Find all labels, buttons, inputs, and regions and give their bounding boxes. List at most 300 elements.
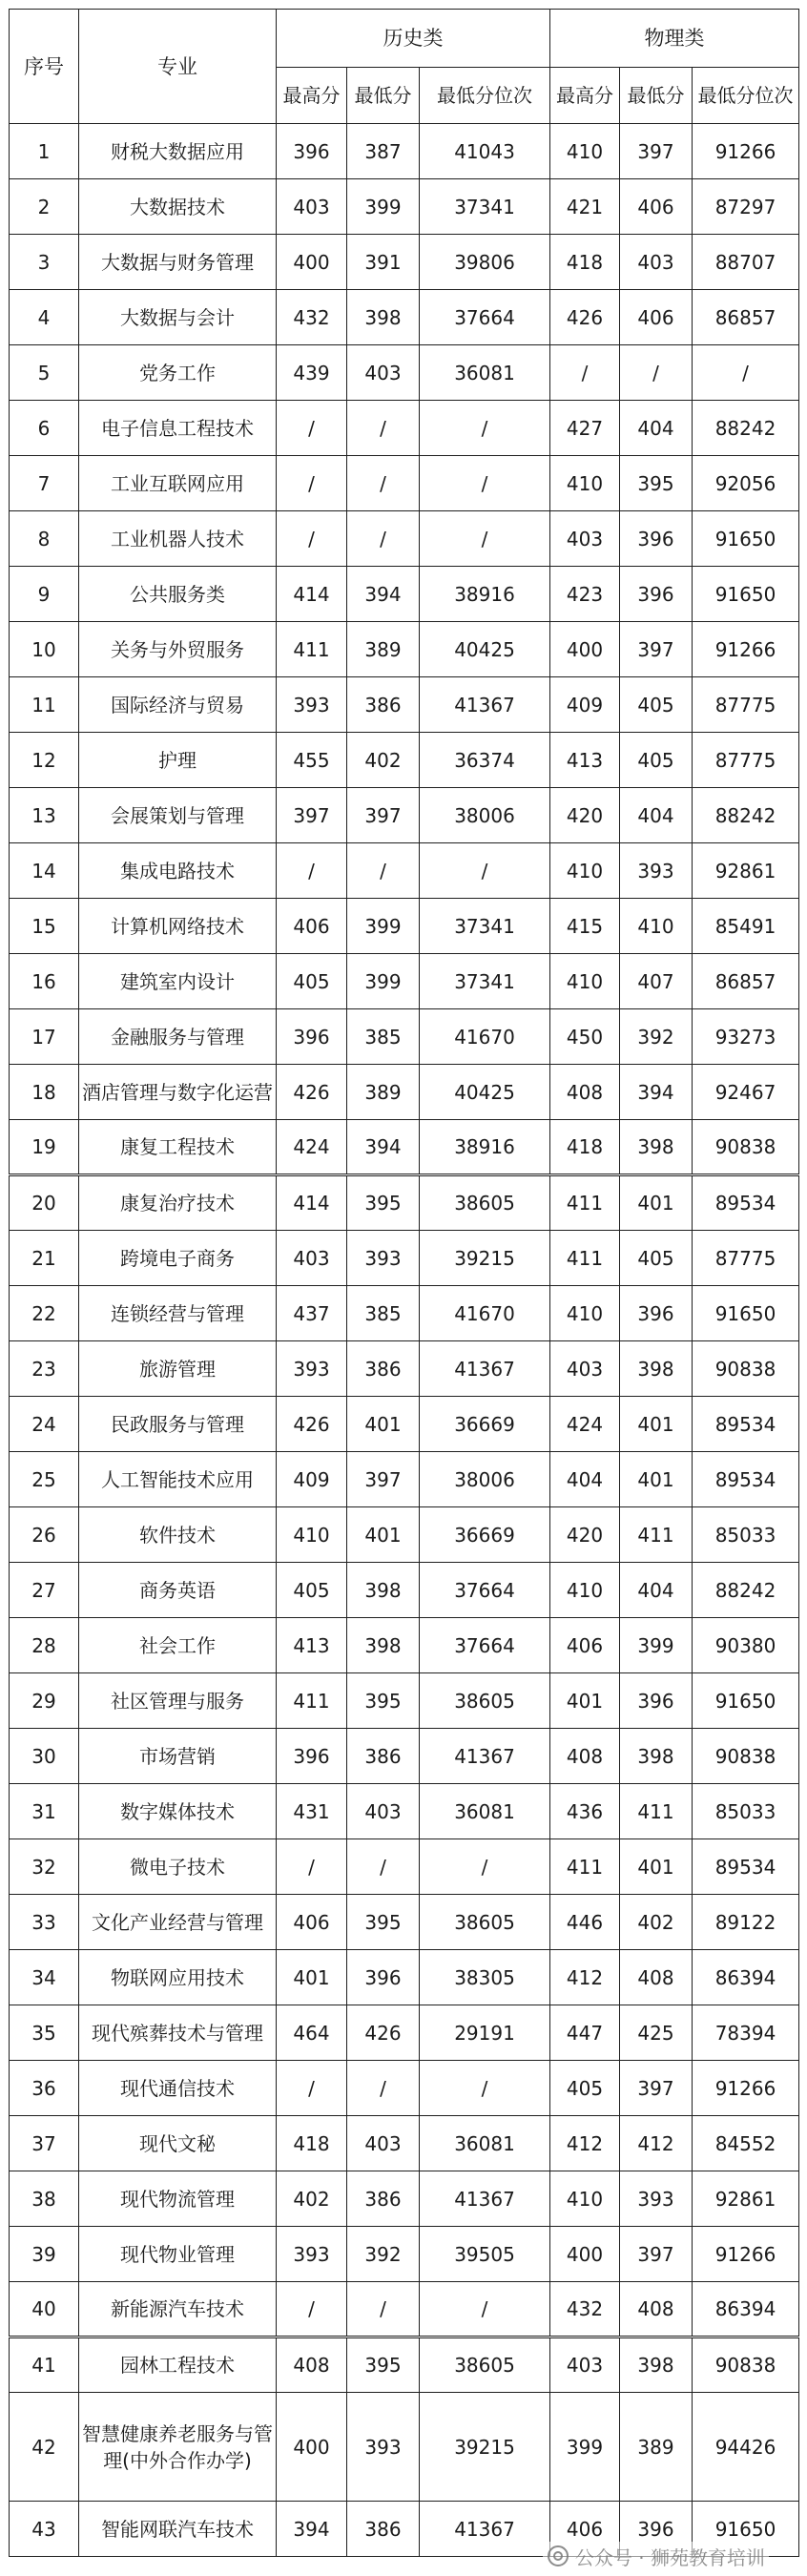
cell-major: 智慧健康养老服务与管理(中外合作办学) [79,2393,277,2502]
cell-seq: 34 [10,1950,79,2005]
cell-seq: 19 [10,1120,79,1175]
cell-seq: 8 [10,511,79,567]
cell-physics-max: 408 [550,1729,620,1784]
cell-history-max: 393 [277,2227,347,2282]
cell-physics-min-rank: 91266 [693,124,799,179]
cell-major: 集成电路技术 [79,843,277,899]
cell-physics-max: 413 [550,733,620,788]
cell-physics-min: 406 [620,290,693,345]
cell-history-max: 411 [277,1673,347,1729]
cell-seq: 13 [10,788,79,843]
cell-physics-min: 408 [620,1950,693,2005]
cell-history-min-rank: 37664 [420,1618,550,1673]
cell-history-min: 398 [347,1563,420,1618]
cell-history-min: 389 [347,1065,420,1120]
cell-seq: 5 [10,345,79,401]
cell-history-min: / [347,511,420,567]
cell-physics-max: 410 [550,1286,620,1341]
cell-history-max: / [277,1839,347,1895]
cell-history-max: 426 [277,1397,347,1452]
cell-physics-min: 396 [620,2502,693,2557]
cell-physics-max: 410 [550,124,620,179]
cell-history-min-rank: 38305 [420,1950,550,2005]
cell-seq: 10 [10,622,79,677]
cell-physics-min: 403 [620,235,693,290]
cell-major: 公共服务类 [79,567,277,622]
cell-seq: 6 [10,401,79,456]
table-row [10,622,799,677]
cell-major: 财税大数据应用 [79,124,277,179]
cell-physics-min-rank: 90838 [693,1341,799,1397]
cell-physics-max: 446 [550,1895,620,1950]
cell-history-max: 410 [277,1507,347,1563]
cell-physics-min: 396 [620,511,693,567]
cell-history-max: 418 [277,2116,347,2171]
cell-major: 社会工作 [79,1618,277,1673]
cell-physics-max: 408 [550,1065,620,1120]
cell-major: 微电子技术 [79,1839,277,1895]
header-seq: 序号 [10,10,79,124]
table-row [10,733,799,788]
cell-physics-max: 403 [550,511,620,567]
cell-physics-max: 400 [550,2227,620,2282]
cell-physics-max: 411 [550,1175,620,1231]
table-row [10,345,799,401]
cell-physics-max: 411 [550,1231,620,1286]
cell-seq: 14 [10,843,79,899]
cell-physics-min: 399 [620,1618,693,1673]
cell-history-min-rank: / [420,401,550,456]
cell-physics-max: 450 [550,1009,620,1065]
cell-seq: 9 [10,567,79,622]
cell-history-min: 397 [347,788,420,843]
cell-history-min: 393 [347,1231,420,1286]
cell-history-max: 464 [277,2005,347,2061]
cell-major: 数字媒体技术 [79,1784,277,1839]
cell-physics-min: 405 [620,733,693,788]
cell-physics-max: 405 [550,2061,620,2116]
cell-physics-min-rank: 92467 [693,1065,799,1120]
cell-physics-min-rank: 91266 [693,2227,799,2282]
cell-seq: 35 [10,2005,79,2061]
cell-physics-max: 412 [550,2116,620,2171]
cell-history-min-rank: / [420,843,550,899]
table-row [10,2393,799,2502]
cell-history-max: / [277,2061,347,2116]
cell-history-min-rank: 38605 [420,1175,550,1231]
cell-major: 工业互联网应用 [79,456,277,511]
cell-history-min: / [347,1839,420,1895]
cell-major: 计算机网络技术 [79,899,277,954]
cell-history-min-rank: 36669 [420,1397,550,1452]
cell-history-max: 394 [277,2502,347,2557]
cell-physics-min: 395 [620,456,693,511]
cell-seq: 39 [10,2227,79,2282]
header-physics-min: 最低分 [620,68,693,124]
table-row [10,1175,799,1231]
cell-major: 文化产业经营与管理 [79,1895,277,1950]
cell-history-min-rank: 41367 [420,1341,550,1397]
cell-history-min: / [347,2282,420,2337]
cell-history-max: / [277,511,347,567]
table-row [10,2227,799,2282]
cell-history-min-rank: 38605 [420,2337,550,2393]
cell-history-min-rank: 41367 [420,2502,550,2557]
cell-seq: 2 [10,179,79,235]
cell-physics-max: 403 [550,2337,620,2393]
cell-history-max: 400 [277,2393,347,2502]
cell-seq: 18 [10,1065,79,1120]
cell-physics-min-rank: 91650 [693,1286,799,1341]
header-history-min-rank: 最低分位次 [420,68,550,124]
cell-physics-max: 432 [550,2282,620,2337]
table-row [10,2005,799,2061]
cell-physics-max: 410 [550,2171,620,2227]
cell-history-min-rank: 37664 [420,290,550,345]
cell-history-min: / [347,2061,420,2116]
cell-history-max: 431 [277,1784,347,1839]
cell-history-min: 395 [347,1175,420,1231]
cell-history-min: 386 [347,1729,420,1784]
header-physics-max: 最高分 [550,68,620,124]
cell-history-max: 411 [277,622,347,677]
table-row [10,1673,799,1729]
cell-history-min: 386 [347,2502,420,2557]
cell-history-min-rank: 36374 [420,733,550,788]
table-row [10,1618,799,1673]
cell-physics-min: 404 [620,1563,693,1618]
cell-physics-min: 406 [620,179,693,235]
cell-history-min: 403 [347,1784,420,1839]
header-history-max: 最高分 [277,68,347,124]
cell-history-max: 400 [277,235,347,290]
cell-seq: 22 [10,1286,79,1341]
watermark [543,2542,769,2570]
header-history: 历史类 [277,10,550,68]
cell-history-max: 393 [277,677,347,733]
cell-history-min: 399 [347,179,420,235]
table-row [10,677,799,733]
cell-physics-max: 420 [550,788,620,843]
cell-seq: 41 [10,2337,79,2393]
cell-history-min-rank: 38916 [420,567,550,622]
cell-physics-min-rank: 92056 [693,456,799,511]
cell-physics-min: 425 [620,2005,693,2061]
cell-physics-min-rank: 88707 [693,235,799,290]
cell-physics-max: 415 [550,899,620,954]
table-row [10,1009,799,1065]
cell-physics-min: 412 [620,2116,693,2171]
cell-history-max: 414 [277,567,347,622]
cell-history-min-rank: / [420,1839,550,1895]
cell-physics-min: 393 [620,843,693,899]
cell-physics-min-rank: 85033 [693,1507,799,1563]
cell-seq: 24 [10,1397,79,1452]
cell-history-min: 403 [347,2116,420,2171]
cell-physics-min-rank: 91650 [693,567,799,622]
cell-seq: 15 [10,899,79,954]
cell-physics-max: 410 [550,456,620,511]
cell-physics-min-rank: 91650 [693,511,799,567]
cell-physics-max: 412 [550,1950,620,2005]
table-row [10,1341,799,1397]
cell-history-min: 402 [347,733,420,788]
cell-history-min: 394 [347,567,420,622]
cell-physics-max: 399 [550,2393,620,2502]
cell-physics-min-rank: 87775 [693,677,799,733]
cell-major: 电子信息工程技术 [79,401,277,456]
cell-physics-min-rank: / [693,345,799,401]
cell-physics-min-rank: 90838 [693,1120,799,1175]
cell-history-min: 385 [347,1286,420,1341]
table-body [10,124,799,2557]
cell-major: 金融服务与管理 [79,1009,277,1065]
cell-history-min-rank: 36669 [420,1507,550,1563]
table-row [10,1397,799,1452]
cell-physics-min-rank: 86857 [693,290,799,345]
cell-seq: 38 [10,2171,79,2227]
cell-seq: 30 [10,1729,79,1784]
cell-physics-min-rank: 94426 [693,2393,799,2502]
cell-history-min-rank: 38006 [420,1452,550,1507]
cell-major: 市场营销 [79,1729,277,1784]
cell-major: 连锁经营与管理 [79,1286,277,1341]
cell-physics-min: 410 [620,899,693,954]
cell-major: 现代通信技术 [79,2061,277,2116]
cell-history-min-rank: 38916 [420,1120,550,1175]
cell-physics-min: 411 [620,1784,693,1839]
cell-major: 大数据与财务管理 [79,235,277,290]
cell-history-min-rank: / [420,2282,550,2337]
cell-history-max: / [277,843,347,899]
table-row [10,1231,799,1286]
table-row [10,954,799,1009]
cell-major: 现代殡葬技术与管理 [79,2005,277,2061]
cell-physics-min-rank: 91266 [693,622,799,677]
cell-physics-min-rank: 89534 [693,1397,799,1452]
cell-history-max: / [277,2282,347,2337]
header-physics: 物理类 [550,10,799,68]
cell-major: 跨境电子商务 [79,1231,277,1286]
cell-physics-max: 423 [550,567,620,622]
cell-history-min-rank: 41367 [420,2171,550,2227]
table-row [10,1839,799,1895]
cell-physics-min-rank: 89534 [693,1839,799,1895]
cell-physics-min: 398 [620,1729,693,1784]
table-row [10,1729,799,1784]
cell-major: 园林工程技术 [79,2337,277,2393]
cell-physics-min-rank: 91650 [693,1673,799,1729]
cell-seq: 17 [10,1009,79,1065]
cell-history-min: 386 [347,1341,420,1397]
cell-history-min-rank: 37664 [420,1563,550,1618]
cell-physics-min-rank: 88242 [693,788,799,843]
header-row-groups [10,10,799,68]
cell-history-min: 403 [347,345,420,401]
table-row [10,1784,799,1839]
cell-physics-min: 397 [620,2061,693,2116]
cell-history-min: 398 [347,290,420,345]
cell-seq: 23 [10,1341,79,1397]
cell-history-min-rank: 41367 [420,677,550,733]
cell-history-min-rank: 39505 [420,2227,550,2282]
cell-seq: 12 [10,733,79,788]
cell-physics-min-rank: 87775 [693,733,799,788]
cell-seq: 33 [10,1895,79,1950]
cell-history-min: 393 [347,2393,420,2502]
cell-physics-min: 407 [620,954,693,1009]
cell-physics-max: 410 [550,843,620,899]
cell-physics-max: 436 [550,1784,620,1839]
cell-history-min: 399 [347,954,420,1009]
cell-history-max: 397 [277,788,347,843]
cell-physics-min: 397 [620,622,693,677]
cell-seq: 32 [10,1839,79,1895]
cell-physics-min: 396 [620,1673,693,1729]
cell-physics-max: 406 [550,1618,620,1673]
cell-seq: 3 [10,235,79,290]
cell-physics-max: 447 [550,2005,620,2061]
cell-physics-min-rank: 92861 [693,843,799,899]
cell-major: 护理 [79,733,277,788]
table-row [10,2282,799,2337]
table-row [10,1452,799,1507]
cell-history-min-rank: 38605 [420,1673,550,1729]
wechat-official-account-icon [547,2545,569,2567]
cell-physics-max: 401 [550,1673,620,1729]
table-row [10,2337,799,2393]
cell-physics-min: 402 [620,1895,693,1950]
cell-physics-min: 394 [620,1065,693,1120]
cell-seq: 16 [10,954,79,1009]
cell-physics-min: 401 [620,1452,693,1507]
cell-history-min: 395 [347,2337,420,2393]
cell-history-max: 424 [277,1120,347,1175]
cell-history-min-rank: 38006 [420,788,550,843]
cell-history-min-rank: 37341 [420,954,550,1009]
cell-history-max: 403 [277,1231,347,1286]
cell-seq: 42 [10,2393,79,2502]
cell-seq: 1 [10,124,79,179]
cell-history-max: 408 [277,2337,347,2393]
header-history-min: 最低分 [347,68,420,124]
cell-history-min-rank: 37341 [420,899,550,954]
table-row [10,124,799,179]
cell-physics-max: 421 [550,179,620,235]
cell-seq: 21 [10,1231,79,1286]
cell-history-min: / [347,401,420,456]
table-row [10,567,799,622]
cell-major: 酒店管理与数字化运营 [79,1065,277,1120]
cell-seq: 31 [10,1784,79,1839]
cell-major: 国际经济与贸易 [79,677,277,733]
cell-history-min: / [347,456,420,511]
cell-history-max: 414 [277,1175,347,1231]
cell-major: 智能网联汽车技术 [79,2502,277,2557]
cell-physics-min-rank: 85491 [693,899,799,954]
cell-physics-min: 405 [620,677,693,733]
cell-seq: 28 [10,1618,79,1673]
cell-physics-max: 404 [550,1452,620,1507]
cell-history-min: 385 [347,1009,420,1065]
cell-physics-min: 401 [620,1839,693,1895]
cell-seq: 29 [10,1673,79,1729]
table-row [10,401,799,456]
cell-physics-min: 398 [620,1341,693,1397]
cell-history-min: 386 [347,2171,420,2227]
cell-history-min-rank: 29191 [420,2005,550,2061]
cell-seq: 37 [10,2116,79,2171]
cell-physics-min-rank: 78394 [693,2005,799,2061]
cell-physics-min-rank: 92861 [693,2171,799,2227]
cell-seq: 36 [10,2061,79,2116]
cell-major: 党务工作 [79,345,277,401]
table-row [10,235,799,290]
watermark-text: 公众号 · 狮苑教育培训 [574,2545,765,2569]
cell-history-max: 396 [277,124,347,179]
cell-physics-min: 404 [620,788,693,843]
cell-physics-min: 389 [620,2393,693,2502]
cell-physics-max: 418 [550,1120,620,1175]
cell-history-max: 393 [277,1341,347,1397]
table-row [10,456,799,511]
table-row [10,290,799,345]
cell-physics-min-rank: 86857 [693,954,799,1009]
cell-history-min: 395 [347,1673,420,1729]
table-row [10,511,799,567]
cell-physics-min-rank: 89534 [693,1452,799,1507]
cell-physics-min-rank: 89534 [693,1175,799,1231]
cell-history-min-rank: 36081 [420,2116,550,2171]
cell-history-max: 437 [277,1286,347,1341]
cell-physics-min-rank: 90838 [693,2337,799,2393]
cell-physics-min: 404 [620,401,693,456]
cell-physics-min-rank: 86394 [693,1950,799,2005]
cell-major: 商务英语 [79,1563,277,1618]
cell-physics-min-rank: 85033 [693,1784,799,1839]
cell-physics-min: 397 [620,2227,693,2282]
cell-physics-min: 408 [620,2282,693,2337]
table-row [10,2061,799,2116]
cell-history-min: 387 [347,124,420,179]
cell-physics-min: 398 [620,2337,693,2393]
table-row [10,1065,799,1120]
table-row [10,1507,799,1563]
cell-physics-min-rank: 90380 [693,1618,799,1673]
cell-history-max: 405 [277,954,347,1009]
cell-history-min: 386 [347,677,420,733]
cell-major: 现代物业管理 [79,2227,277,2282]
cell-physics-min-rank: 88242 [693,1563,799,1618]
cell-physics-max: 400 [550,622,620,677]
cell-physics-min: 401 [620,1397,693,1452]
cell-history-max: 406 [277,1895,347,1950]
cell-major: 康复工程技术 [79,1120,277,1175]
cell-history-min-rank: / [420,511,550,567]
cell-history-max: 406 [277,899,347,954]
cell-history-min: 395 [347,1895,420,1950]
cell-physics-min-rank: 89122 [693,1895,799,1950]
cell-history-min-rank: 40425 [420,622,550,677]
table-row [10,1120,799,1175]
cell-physics-max: 424 [550,1397,620,1452]
admission-score-table [9,9,799,2557]
cell-physics-max: 411 [550,1839,620,1895]
table-row [10,1563,799,1618]
cell-physics-min-rank: 84552 [693,2116,799,2171]
cell-history-max: 405 [277,1563,347,1618]
cell-physics-max: 420 [550,1507,620,1563]
